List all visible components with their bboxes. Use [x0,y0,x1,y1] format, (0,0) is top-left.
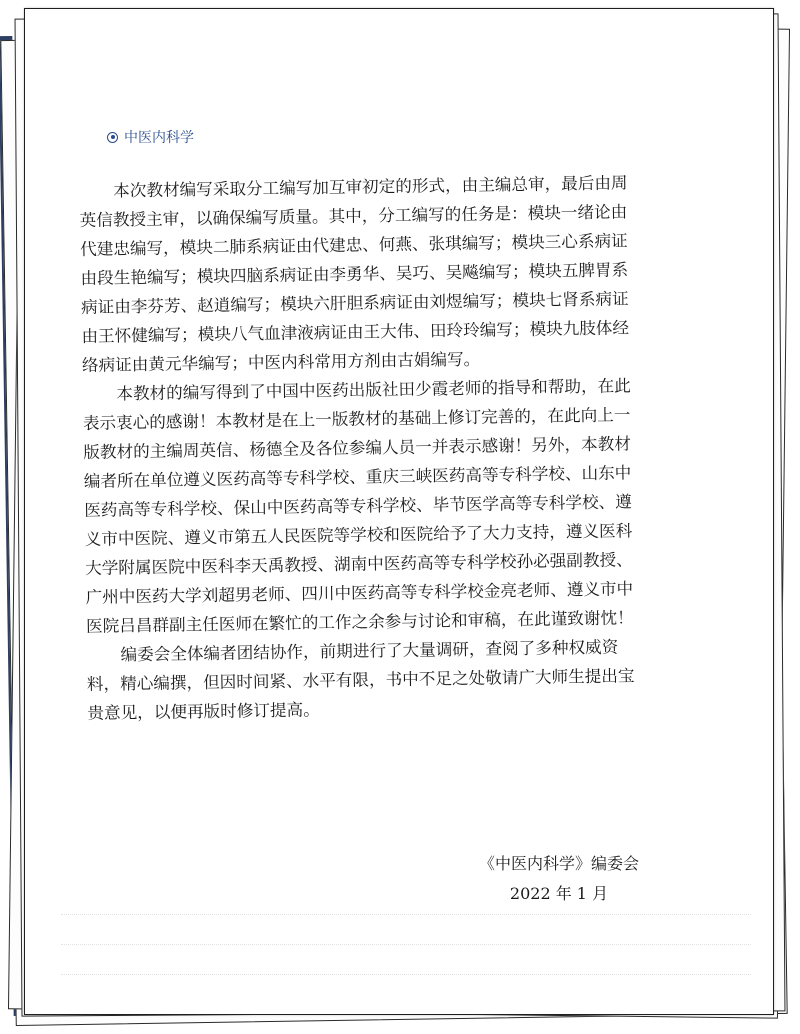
text-line: 大学附属医院中医科李天禹教授、湖南中医药高等专科学校孙必强副教授、 [85,550,633,578]
text-line: 编者所在单位遵义医药高等专科学校、重庆三峡医药高等专科学校、山东中 [83,463,632,491]
target-icon [107,132,118,143]
text-line: 医药高等专科学校、保山中医药高等专科学校、毕节医学高等专科学校、遵 [84,492,632,520]
bleed-through-line [61,914,751,925]
text-line: 版教材的主编周英信、杨德全及各位参编人员一并表示感谢！另外，本教材 [83,434,632,462]
signature-block [449,849,669,909]
text-line: 本教材的编写得到了中国中医药出版社田少霞老师的指导和帮助，在此 [116,376,631,404]
text-line: 英信教授主审，以确保编写质量。其中，分工编写的任务是：模块一绪论由 [79,202,628,230]
text-line: 表示衷心的感谢！本教材是在上一版教材的基础上修订完善的，在此向上一 [82,405,631,433]
header-title: 中医内科学 [124,130,194,146]
text-line: 广州中医药大学刘超男老师、四川中医药高等专科学校金亮老师、遵义市中 [85,579,634,607]
text-line: 料，精心编撰，但因时间紧、水平有限，书中不足之处敬请广大师生提出宝 [86,666,635,694]
text-line: 编委会全体编者团结协作，前期进行了大量调研，查阅了多种权威资 [120,637,619,665]
text-line: 由王怀健编写；模块八气血津液病证由王大伟、田玲玲编写；模块九肢体经 [81,318,630,346]
page-header [107,127,194,147]
text-line: 代建忠编写，模块二肺系病证由代建忠、何燕、张琪编写；模块三心系病证 [79,231,628,259]
signature-committee: 《中医内科学》编委会 [478,854,639,873]
text-line: 络病证由黄元华编写；中医内科常用方剂由古娟编写。 [81,349,481,375]
bleed-through-line [61,944,751,955]
preface-body [79,167,738,728]
text-line: 医院吕昌群副主任医师在繁忙的工作之余参与讨论和审稿，在此谨致谢忱！ [85,608,634,636]
document-page [24,8,774,1015]
text-line: 义市中医院、遵义市第五人民医院等学校和医院给予了大力支持，遵义医科 [84,521,633,549]
text-line: 病证由李芬芳、赵逍编写；模块六肝胆系病证由刘煜编写；模块七肾系病证 [80,289,629,317]
text-line: 贵意见，以便再版时修订提高。 [87,700,320,723]
signature-date: 2022 年 1 月 [509,884,609,903]
bleed-through-line [61,974,751,985]
text-line: 由段生艳编写；模块四脑系病证由李勇华、吴巧、吴飚编写；模块五脾胃系 [80,260,629,288]
text-line: 本次教材编写采取分工编写加互审初定的形式，由主编总审，最后由周 [113,173,628,201]
